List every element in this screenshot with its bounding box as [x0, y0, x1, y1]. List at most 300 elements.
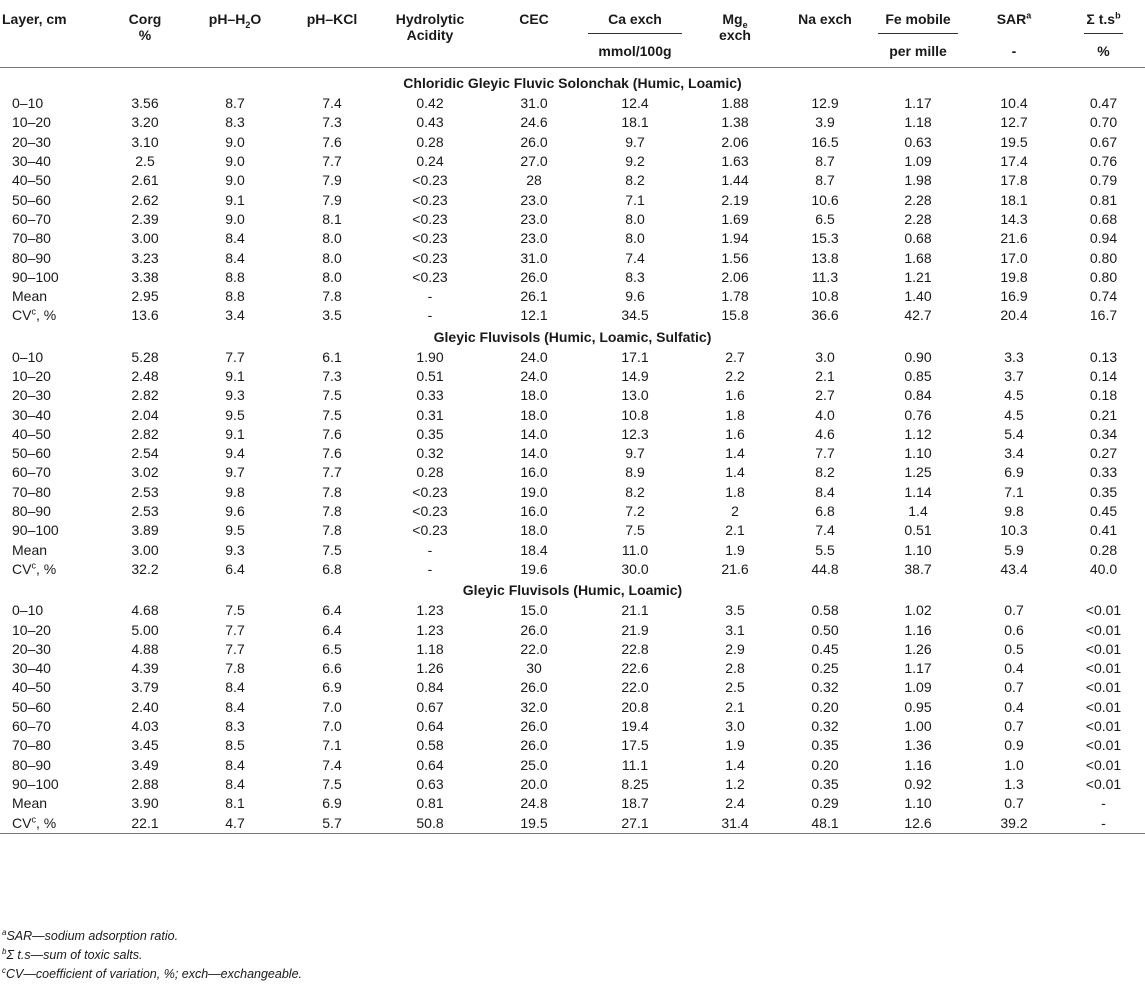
- table-cell: 1.36: [904, 737, 932, 754]
- table-cell: 23.0: [520, 230, 548, 247]
- table-cell: 8.0: [322, 230, 342, 247]
- table-cell: 2.4: [725, 795, 745, 812]
- row-label: 40–50: [12, 425, 51, 442]
- table-cell: 31.4: [721, 814, 749, 831]
- table-row: [0, 717, 1145, 736]
- header-sar: SAR$^a$: [996, 10, 1032, 27]
- table-cell: 0.85: [904, 368, 932, 384]
- table-cell: 24.8: [520, 795, 548, 812]
- table-cell: 12.1: [520, 307, 548, 324]
- table-cell: 3.1: [725, 621, 745, 638]
- table-cell: 18.0: [520, 522, 548, 539]
- table-cell: 36.6: [811, 307, 839, 324]
- table-cell: 1.2: [725, 775, 745, 792]
- table-cell: 8.25: [621, 775, 649, 792]
- table-cell: 0.79: [1089, 172, 1118, 189]
- table-cell: 9.0: [225, 172, 245, 189]
- table-cell: 17.1: [621, 348, 649, 365]
- table-cell: 1.56: [721, 249, 749, 266]
- table-row: [0, 152, 1145, 171]
- table-cell: 8.0: [322, 268, 342, 285]
- table-row: [0, 502, 1145, 521]
- table-cell: 21.6: [721, 560, 749, 577]
- table-cell: 9.7: [625, 133, 645, 150]
- table-cell: <0.01: [1085, 660, 1122, 677]
- table-cell: 0.67: [416, 698, 444, 715]
- table-cell: 2.04: [131, 406, 159, 423]
- table-cell: 11.1: [621, 756, 649, 773]
- table-cell: 1.4: [725, 756, 745, 773]
- table-cell: 2.53: [131, 503, 159, 520]
- table-cell: 1.18: [416, 640, 444, 657]
- table-cell: 2.82: [131, 425, 159, 442]
- table-cell: 1.21: [904, 268, 932, 285]
- table-cell: 0.45: [811, 640, 839, 657]
- table-cell: 0.33: [416, 387, 444, 404]
- table-cell: 7.4: [815, 522, 835, 539]
- table-cell: 44.8: [811, 560, 839, 577]
- table-header: [0, 0, 1145, 68]
- table-cell: 3.7: [1004, 368, 1024, 384]
- table-cell: 2.7: [725, 348, 745, 365]
- table-cell: <0.01: [1085, 621, 1122, 638]
- table-cell: 6.9: [322, 679, 342, 696]
- table-cell: 14.3: [1000, 210, 1028, 227]
- table-cell: 2.06: [721, 268, 749, 285]
- table-footnotes: [2, 927, 302, 984]
- table-cell: 8.8: [225, 268, 245, 285]
- table-cell: 8.1: [322, 210, 342, 227]
- table-cell: 6.5: [322, 640, 342, 657]
- table-row: [0, 386, 1145, 405]
- table-cell: 6.8: [815, 503, 835, 520]
- row-label: 30–40: [12, 660, 51, 677]
- section-title: Chloridic Gleyic Fluvic Solonchak (Humic, Loamic): [403, 75, 742, 91]
- table-cell: 0.76: [904, 406, 932, 423]
- table-cell: 20.8: [621, 698, 649, 715]
- row-label: Mean: [12, 288, 48, 305]
- table-cell: 0.58: [416, 737, 444, 754]
- table-cell: 0.7: [1004, 679, 1024, 696]
- table-row: [0, 444, 1145, 463]
- row-label: 0–10: [12, 348, 44, 365]
- table-row: [0, 659, 1145, 678]
- row-label: 60–70: [12, 464, 51, 481]
- row-label: $CV^c$, %: [12, 306, 57, 324]
- table-cell: 0.64: [416, 756, 444, 773]
- table-row: [0, 678, 1145, 697]
- table-cell: 9.7: [225, 464, 245, 481]
- table-cell: 8.0: [322, 249, 342, 266]
- table-cell: 3.89: [131, 522, 159, 539]
- table-row: [0, 287, 1145, 306]
- table-cell: 11.3: [811, 268, 839, 285]
- header-mg-exch: $Mg_e$ exch: [719, 11, 751, 43]
- table-cell: 1.9: [725, 541, 745, 558]
- table-cell: 26.0: [520, 133, 548, 150]
- row-label: 20–30: [12, 133, 51, 150]
- table-cell: 10.6: [811, 191, 839, 208]
- table-cell: 4.0: [815, 406, 835, 423]
- table-cell: 13.6: [131, 307, 159, 324]
- table-row: [0, 640, 1145, 659]
- table-cell: 26.0: [520, 679, 548, 696]
- table-cell: 9.0: [225, 210, 245, 227]
- table-cell: 8.1: [225, 795, 245, 812]
- table-row: [0, 736, 1145, 755]
- table-cell: 7.4: [322, 95, 342, 112]
- table-cell: 2.54: [131, 445, 159, 462]
- table-cell: 18.7: [621, 795, 649, 812]
- table-cell: 2.19: [721, 191, 749, 208]
- table-cell: 8.8: [225, 288, 245, 305]
- table-cell: 9.6: [225, 503, 245, 520]
- header-ph-kcl: pH–KCl: [306, 11, 358, 27]
- table-cell: 9.3: [225, 541, 245, 558]
- table-cell: 2.1: [815, 368, 835, 384]
- table-cell: 19.0: [520, 483, 548, 500]
- table-cell: 5.5: [815, 541, 835, 558]
- table-cell: 0.68: [1089, 210, 1118, 227]
- table-cell: 2.5: [725, 679, 745, 696]
- table-cell: 0.68: [904, 230, 932, 247]
- table-cell: 14.0: [520, 425, 548, 442]
- table-cell: 1.6: [725, 425, 745, 442]
- table-cell: 4.39: [131, 660, 159, 677]
- table-cell: 0.35: [1089, 483, 1118, 500]
- table-cell: 16.5: [811, 133, 839, 150]
- footnote-b: $^b$Σ t.s—sum of toxic salts.: [2, 946, 143, 962]
- table-cell: 3.90: [131, 795, 159, 812]
- table-cell: 12.9: [811, 95, 839, 112]
- table-cell: 16.0: [520, 503, 548, 520]
- table-cell: 2: [731, 503, 739, 520]
- table-cell: 21.1: [621, 602, 649, 619]
- table-cell: 8.4: [225, 756, 245, 773]
- table-cell: 9.1: [225, 191, 245, 208]
- table-cell: 8.2: [625, 172, 645, 189]
- table-cell: 6.4: [225, 560, 245, 577]
- cv-row: [0, 306, 1145, 325]
- table-cell: 26.1: [520, 288, 548, 305]
- table-cell: 23.0: [520, 191, 548, 208]
- table-cell: 48.1: [811, 814, 839, 831]
- table-cell: 3.5: [322, 307, 342, 324]
- row-label: 50–60: [12, 191, 51, 208]
- row-label: 50–60: [12, 698, 51, 715]
- table-cell: 3.0: [815, 348, 835, 365]
- cv-row: [0, 560, 1145, 579]
- table-cell: 8.4: [815, 483, 835, 500]
- table-cell: 0.32: [811, 679, 839, 696]
- table-row: [0, 268, 1145, 287]
- table-cell: 0.32: [416, 445, 444, 462]
- table-cell: 7.9: [322, 172, 342, 189]
- row-label: 40–50: [12, 172, 51, 189]
- table-cell: 1.14: [904, 483, 932, 500]
- table-cell: -: [427, 560, 433, 577]
- table-cell: 2.62: [131, 191, 159, 208]
- table-cell: 2.5: [135, 153, 155, 170]
- table-cell: 30.0: [621, 560, 649, 577]
- row-label: $CV^c$, %: [12, 813, 57, 831]
- table-cell: 42.7: [904, 307, 932, 324]
- table-cell: 31.0: [520, 249, 548, 266]
- table-cell: 1.68: [904, 249, 932, 266]
- table-body: [0, 68, 1145, 834]
- table-cell: 7.3: [322, 114, 342, 131]
- table-cell: 8.4: [225, 249, 245, 266]
- row-label: 60–70: [12, 718, 51, 735]
- table-cell: 1.8: [725, 406, 745, 423]
- table-cell: 8.2: [625, 483, 645, 500]
- table-cell: 1.6: [725, 387, 745, 404]
- header-ca-exch: Ca exch: [580, 0, 690, 39]
- table-cell: 16.0: [520, 464, 548, 481]
- row-label: 50–60: [12, 445, 51, 462]
- header-corg: Corg %: [128, 11, 162, 43]
- table-cell: 3.0: [725, 718, 745, 735]
- table-cell: 4.5: [1004, 406, 1024, 423]
- table-cell: 1.12: [904, 425, 932, 442]
- table-cell: 9.8: [1004, 503, 1024, 520]
- section-header-row: [0, 326, 1145, 348]
- row-label: 70–80: [12, 483, 51, 500]
- table-cell: 10.8: [621, 406, 649, 423]
- header-units-per-mille: per mille: [889, 43, 947, 59]
- table-cell: 1.00: [904, 718, 932, 735]
- table-cell: 1.69: [721, 210, 749, 227]
- table-cell: 4.6: [815, 425, 835, 442]
- table-cell: 8.0: [625, 210, 645, 227]
- table-cell: 20.4: [1000, 307, 1028, 324]
- table-cell: 7.7: [815, 445, 835, 462]
- table-cell: 16.7: [1089, 307, 1118, 324]
- table-cell: 22.0: [520, 640, 548, 657]
- table-cell: 19.6: [520, 560, 548, 577]
- table-cell: 0.33: [1089, 464, 1118, 481]
- table-cell: 24.6: [520, 114, 548, 131]
- table-cell: 4.7: [225, 814, 245, 831]
- table-cell: 7.8: [322, 522, 342, 539]
- table-cell: 6.1: [322, 348, 342, 365]
- table-cell: 10.4: [1000, 95, 1028, 112]
- table-cell: 6.8: [322, 560, 342, 577]
- table-cell: 4.5: [1004, 387, 1024, 404]
- table-row: [0, 794, 1145, 813]
- table-cell: 0.13: [1089, 348, 1118, 365]
- table-cell: 7.4: [322, 756, 342, 773]
- header-na-exch: Na exch: [798, 11, 852, 27]
- table-cell: 15.8: [721, 307, 749, 324]
- table-cell: 9.6: [625, 288, 645, 305]
- table-cell: 1.09: [904, 153, 932, 170]
- table-cell: 9.2: [625, 153, 645, 170]
- table-cell: 7.5: [225, 602, 245, 619]
- table-cell: <0.23: [412, 268, 448, 285]
- table-row: [0, 521, 1145, 540]
- table-cell: 2.9: [725, 640, 745, 657]
- table-cell: 20.0: [520, 775, 548, 792]
- table-cell: 9.3: [225, 387, 245, 404]
- table-cell: 0.42: [416, 95, 444, 112]
- table-cell: 22.8: [621, 640, 649, 657]
- table-cell: 0.18: [1089, 387, 1118, 404]
- table-cell: 8.9: [625, 464, 645, 481]
- table-cell: 1.26: [416, 660, 444, 677]
- table-cell: 0.47: [1089, 95, 1118, 112]
- table-cell: 25.0: [520, 756, 548, 773]
- table-cell: 2.1: [725, 522, 745, 539]
- table-cell: 3.79: [131, 679, 159, 696]
- table-cell: 0.28: [416, 133, 444, 150]
- table-cell: 28: [526, 172, 542, 189]
- table-row: [0, 348, 1145, 367]
- table-cell: 0.76: [1089, 153, 1118, 170]
- table-cell: 0.70: [1089, 114, 1118, 131]
- table-cell: 9.5: [225, 406, 245, 423]
- table-cell: <0.01: [1085, 602, 1122, 619]
- table-cell: 7.1: [1004, 483, 1024, 500]
- row-label: Mean: [12, 541, 48, 558]
- table-cell: 0.24: [416, 153, 444, 170]
- table-cell: 3.45: [131, 737, 159, 754]
- table-cell: 7.5: [322, 406, 342, 423]
- table-cell: <0.01: [1085, 737, 1122, 754]
- table-cell: 7.0: [322, 718, 342, 735]
- table-cell: 1.02: [904, 602, 932, 619]
- table-cell: 38.7: [904, 560, 932, 577]
- table-cell: 8.4: [225, 679, 245, 696]
- row-label: 20–30: [12, 640, 51, 657]
- table-cell: 2.2: [725, 368, 745, 384]
- table-cell: 7.5: [322, 541, 342, 558]
- table-cell: 3.5: [725, 602, 745, 619]
- table-cell: 23.0: [520, 210, 548, 227]
- table-cell: 10.8: [811, 288, 839, 305]
- table-cell: 0.31: [416, 406, 444, 423]
- section-header-row: [0, 579, 1145, 601]
- table-cell: 0.67: [1089, 133, 1118, 150]
- table-cell: 9.5: [225, 522, 245, 539]
- row-label: 30–40: [12, 406, 51, 423]
- table-cell: 3.56: [131, 95, 159, 112]
- table-cell: 16.9: [1000, 288, 1028, 305]
- footnote-c: $^c$CV—coefficient of variation, %; exch—exchangeable.: [2, 965, 302, 981]
- table-cell: -: [427, 541, 433, 558]
- table-cell: 9.7: [625, 445, 645, 462]
- header-units-mmol: mmol/100g: [598, 43, 672, 59]
- table-cell: 7.7: [322, 464, 342, 481]
- table-cell: 0.81: [416, 795, 444, 812]
- header-units-sar: -: [1011, 43, 1017, 59]
- table-cell: 12.7: [1000, 114, 1028, 131]
- table-cell: 0.28: [416, 464, 444, 481]
- table-cell: 0.7: [1004, 795, 1024, 812]
- table-cell: 0.51: [904, 522, 932, 539]
- table-cell: 9.1: [225, 425, 245, 442]
- table-cell: 0.21: [1089, 406, 1118, 423]
- table-cell: 5.4: [1004, 425, 1024, 442]
- row-label: 90–100: [12, 775, 59, 792]
- table-cell: 0.4: [1004, 660, 1024, 677]
- table-cell: 0.20: [811, 756, 839, 773]
- table-cell: 12.4: [621, 95, 649, 112]
- row-label: $CV^c$, %: [12, 560, 57, 577]
- table-cell: <0.23: [412, 503, 448, 520]
- table-cell: 3.02: [131, 464, 159, 481]
- table-cell: 2.53: [131, 483, 159, 500]
- table-cell: 12.6: [904, 814, 932, 831]
- table-cell: 7.6: [322, 445, 342, 462]
- table-cell: 0.63: [416, 775, 444, 792]
- table-cell: 0.14: [1089, 368, 1118, 384]
- table-cell: 2.1: [725, 698, 745, 715]
- table-cell: 1.94: [721, 230, 749, 247]
- table-cell: 14.0: [520, 445, 548, 462]
- table-cell: 0.50: [811, 621, 839, 638]
- table-row: [0, 775, 1145, 794]
- header-ph-h2o: $pH-H_2O$: [208, 11, 262, 30]
- table-cell: 6.6: [322, 660, 342, 677]
- table-cell: 8.7: [815, 172, 835, 189]
- table-cell: 0.74: [1089, 288, 1118, 305]
- table-cell: 2.28: [904, 191, 932, 208]
- table-cell: 22.6: [621, 660, 649, 677]
- table-cell: 5.9: [1004, 541, 1024, 558]
- table-cell: 8.3: [225, 114, 245, 131]
- table-cell: 31.0: [520, 95, 548, 112]
- table-cell: 21.9: [621, 621, 649, 638]
- table-row: [0, 367, 1145, 386]
- table-cell: 0.29: [811, 795, 839, 812]
- table-cell: 1.88: [721, 95, 749, 112]
- table-cell: 17.4: [1000, 153, 1028, 170]
- header-units-percent: %: [1097, 43, 1110, 59]
- table-cell: 0.80: [1089, 249, 1118, 266]
- table-cell: 3.4: [225, 307, 245, 324]
- table-cell: 1.16: [904, 756, 932, 773]
- table-cell: 1.98: [904, 172, 932, 189]
- table-row: [0, 425, 1145, 444]
- table-cell: 9.4: [225, 445, 245, 462]
- table-cell: 0.80: [1089, 268, 1118, 285]
- table-cell: 1.3: [1004, 775, 1024, 792]
- table-row: [0, 248, 1145, 267]
- table-cell: 26.0: [520, 268, 548, 285]
- table-cell: 26.0: [520, 621, 548, 638]
- table-cell: 8.2: [815, 464, 835, 481]
- table-cell: 21.6: [1000, 230, 1028, 247]
- row-label: Mean: [12, 795, 48, 812]
- row-label: 80–90: [12, 503, 51, 520]
- table-cell: 1.17: [904, 660, 932, 677]
- table-cell: 30: [526, 660, 542, 677]
- header-layer: Layer, cm: [2, 11, 67, 27]
- table-cell: 7.5: [625, 522, 645, 539]
- table-cell: 22.0: [621, 679, 649, 696]
- row-label: 10–20: [12, 621, 51, 638]
- table-cell: -: [427, 288, 433, 305]
- table-row: [0, 541, 1145, 560]
- table-cell: 7.0: [322, 698, 342, 715]
- row-label: 60–70: [12, 210, 51, 227]
- table-cell: 6.9: [1004, 464, 1024, 481]
- table-cell: 18.1: [621, 114, 649, 131]
- table-cell: 8.4: [225, 230, 245, 247]
- table-cell: 22.1: [131, 814, 159, 831]
- table-cell: 39.2: [1000, 814, 1028, 831]
